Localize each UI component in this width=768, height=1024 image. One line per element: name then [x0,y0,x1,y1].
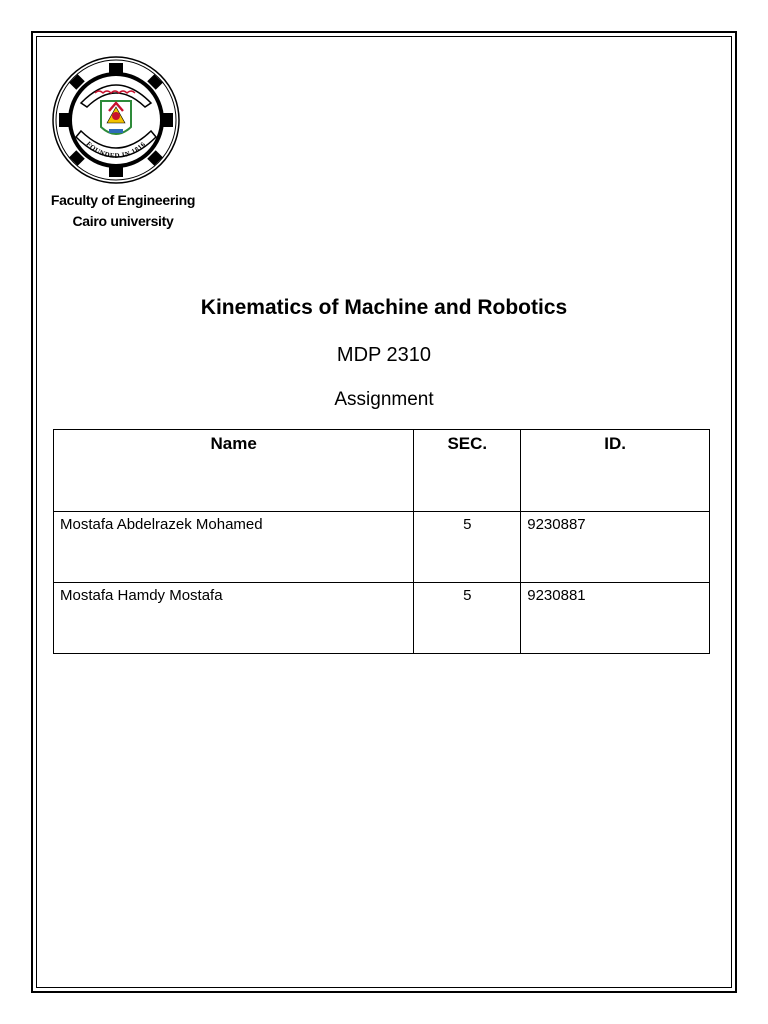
cell-id: 9230881 [521,583,710,654]
header-sec: SEC. [414,430,521,512]
course-code: MDP 2310 [336,344,432,366]
faculty-name [38,190,208,232]
team-table [53,429,710,654]
faculty-line-2: Cairo university [72,213,174,229]
table-row [54,583,710,654]
cell-name: Mostafa Hamdy Mostafa [54,583,414,654]
cell-id: 9230887 [521,512,710,583]
header-name: Name [54,430,414,512]
header-id: ID. [521,430,710,512]
logo-founded-text: FOUNDED IN 1816 [84,140,148,160]
document-title: Kinematics of Machine and Robotics [200,296,568,319]
cell-sec: 5 [414,512,521,583]
university-logo [51,55,181,185]
document-subtitle: Assignment [334,389,434,410]
cell-sec: 5 [414,583,521,654]
table-row [54,512,710,583]
table-header-row [54,430,710,512]
faculty-line-1: Faculty of Engineering [50,192,196,208]
cell-name: Mostafa Abdelrazek Mohamed [54,512,414,583]
